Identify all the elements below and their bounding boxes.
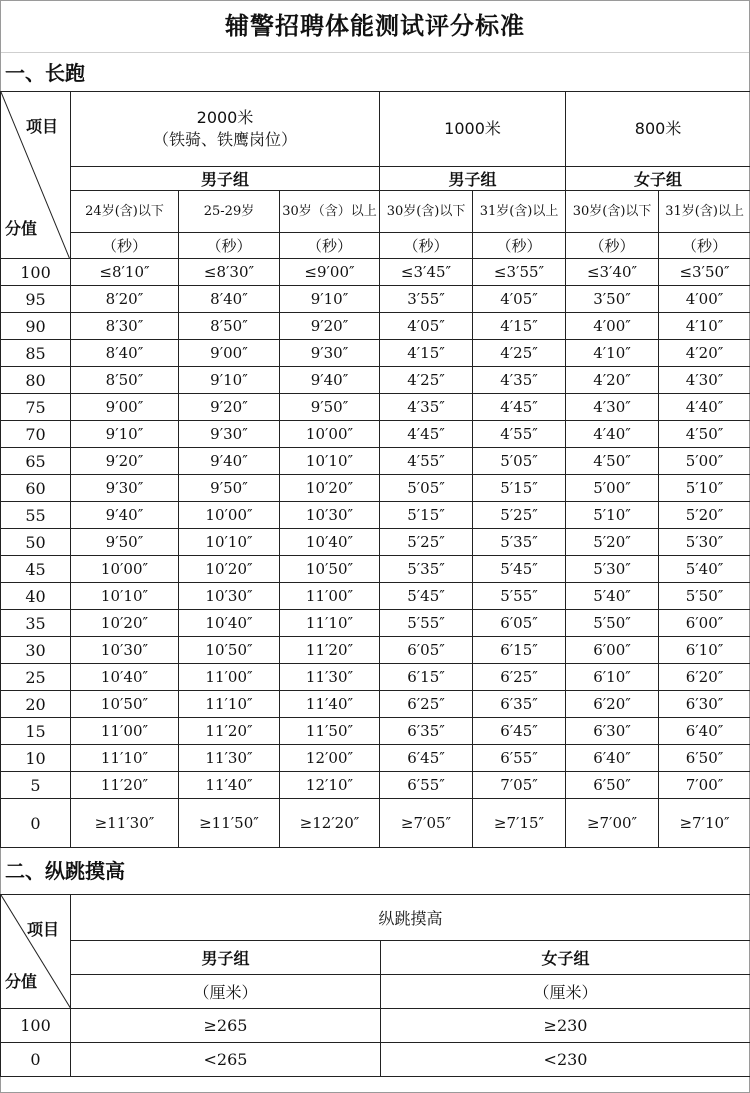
- time-cell: 11′20″: [179, 718, 280, 745]
- time-cell: 6′45″: [473, 718, 566, 745]
- score-cell: 35: [1, 610, 71, 637]
- time-cell: 6′15″: [380, 664, 473, 691]
- time-cell: 11′00″: [280, 583, 380, 610]
- time-cell: 3′55″: [380, 286, 473, 313]
- time-cell: 11′10″: [71, 745, 179, 772]
- score-cell: 10: [1, 745, 71, 772]
- time-cell: 10′40″: [71, 664, 179, 691]
- table-row: [1, 259, 750, 286]
- time-cell: 6′40″: [659, 718, 750, 745]
- score-cell: 50: [1, 529, 71, 556]
- page-title: 辅警招聘体能测试评分标准: [1, 1, 749, 53]
- height-cell: ≥230: [381, 1009, 750, 1043]
- time-cell: 5′05″: [473, 448, 566, 475]
- table-row: [1, 502, 750, 529]
- time-cell: 11′00″: [71, 718, 179, 745]
- time-cell: ≥11′30″: [71, 799, 179, 848]
- time-cell: 10′30″: [179, 583, 280, 610]
- time-cell: 6′50″: [566, 772, 659, 799]
- age-header: 30岁(含)以下: [566, 191, 659, 233]
- time-cell: 9′50″: [71, 529, 179, 556]
- height-cell: <265: [71, 1043, 381, 1077]
- time-cell: 8′40″: [71, 340, 179, 367]
- table-row: [1, 1009, 750, 1043]
- time-cell: ≥7′15″: [473, 799, 566, 848]
- time-cell: 10′50″: [280, 556, 380, 583]
- time-cell: 4′00″: [566, 313, 659, 340]
- corner-header: [1, 92, 71, 259]
- time-cell: 9′00″: [179, 340, 280, 367]
- group-female-jump: 女子组: [381, 941, 750, 975]
- time-cell: 4′10″: [659, 313, 750, 340]
- time-cell: 11′20″: [71, 772, 179, 799]
- table-row: [1, 664, 750, 691]
- time-cell: ≤3′55″: [473, 259, 566, 286]
- time-cell: 10′20″: [179, 556, 280, 583]
- time-cell: 5′35″: [380, 556, 473, 583]
- time-cell: 6′30″: [566, 718, 659, 745]
- time-cell: 5′05″: [380, 475, 473, 502]
- time-cell: 5′30″: [659, 529, 750, 556]
- time-cell: 10′30″: [71, 637, 179, 664]
- event-800m-header: 800米: [566, 92, 750, 167]
- time-cell: ≤3′40″: [566, 259, 659, 286]
- time-cell: 4′35″: [380, 394, 473, 421]
- time-cell: 11′40″: [179, 772, 280, 799]
- time-cell: 4′15″: [473, 313, 566, 340]
- running-score-table: [0, 91, 750, 848]
- jump-score-table: [0, 894, 750, 1077]
- time-cell: 4′30″: [566, 394, 659, 421]
- score-cell: 45: [1, 556, 71, 583]
- unit-header: （厘米）: [71, 975, 381, 1009]
- score-cell: 20: [1, 691, 71, 718]
- time-cell: 4′50″: [659, 421, 750, 448]
- time-cell: 6′35″: [380, 718, 473, 745]
- event-2000m-header: [71, 92, 380, 167]
- corner-header: [1, 895, 71, 1009]
- time-cell: 10′10″: [71, 583, 179, 610]
- time-cell: 6′50″: [659, 745, 750, 772]
- time-cell: 6′20″: [566, 691, 659, 718]
- event-1000m-header: 1000米: [380, 92, 566, 167]
- table-row: [1, 583, 750, 610]
- score-cell: 30: [1, 637, 71, 664]
- time-cell: 5′00″: [566, 475, 659, 502]
- time-cell: 8′30″: [71, 313, 179, 340]
- age-header: 30岁（含）以上: [280, 191, 380, 233]
- time-cell: 9′20″: [280, 313, 380, 340]
- event-2000m-note: （铁骑、铁鹰岗位）: [153, 130, 298, 149]
- time-cell: 10′10″: [179, 529, 280, 556]
- time-cell: ≤3′50″: [659, 259, 750, 286]
- group-male-jump: 男子组: [71, 941, 381, 975]
- time-cell: 6′05″: [473, 610, 566, 637]
- time-cell: 7′05″: [473, 772, 566, 799]
- time-cell: 9′40″: [71, 502, 179, 529]
- time-cell: 9′50″: [179, 475, 280, 502]
- time-cell: 11′10″: [179, 691, 280, 718]
- section-title-jump: 二、纵跳摸高: [5, 859, 125, 883]
- time-cell: 4′50″: [566, 448, 659, 475]
- age-header: 31岁(含)以上: [659, 191, 750, 233]
- time-cell: 5′20″: [566, 529, 659, 556]
- time-cell: 6′05″: [380, 637, 473, 664]
- time-cell: 4′20″: [566, 367, 659, 394]
- time-cell: 5′10″: [566, 502, 659, 529]
- time-cell: ≤3′45″: [380, 259, 473, 286]
- time-cell: 11′10″: [280, 610, 380, 637]
- section-title-running: 一、长跑: [5, 61, 85, 85]
- time-cell: 11′00″: [179, 664, 280, 691]
- table-row: [1, 394, 750, 421]
- time-cell: 5′45″: [473, 556, 566, 583]
- age-header: 24岁(含)以下: [71, 191, 179, 233]
- time-cell: 10′10″: [280, 448, 380, 475]
- time-cell: 9′40″: [280, 367, 380, 394]
- time-cell: 5′35″: [473, 529, 566, 556]
- score-cell: 70: [1, 421, 71, 448]
- time-cell: 4′40″: [566, 421, 659, 448]
- time-cell: 4′25″: [380, 367, 473, 394]
- time-cell: 4′55″: [473, 421, 566, 448]
- corner-item-label: 项目: [27, 920, 60, 939]
- time-cell: ≥7′10″: [659, 799, 750, 848]
- time-cell: ≥12′20″: [280, 799, 380, 848]
- time-cell: 5′20″: [659, 502, 750, 529]
- time-cell: 4′40″: [659, 394, 750, 421]
- time-cell: 6′10″: [566, 664, 659, 691]
- age-header: 30岁(含)以下: [380, 191, 473, 233]
- time-cell: 8′50″: [71, 367, 179, 394]
- score-cell: 55: [1, 502, 71, 529]
- event-vertical-jump-header: 纵跳摸高: [71, 895, 750, 941]
- table-row: [1, 421, 750, 448]
- score-cell: 5: [1, 772, 71, 799]
- time-cell: 8′20″: [71, 286, 179, 313]
- table-row: [1, 691, 750, 718]
- time-cell: 4′30″: [659, 367, 750, 394]
- unit-header: （秒）: [71, 233, 179, 259]
- time-cell: 6′00″: [566, 637, 659, 664]
- time-cell: 10′50″: [71, 691, 179, 718]
- time-cell: 4′55″: [380, 448, 473, 475]
- time-cell: 5′40″: [659, 556, 750, 583]
- time-cell: 10′20″: [280, 475, 380, 502]
- time-cell: 6′55″: [473, 745, 566, 772]
- score-cell: 90: [1, 313, 71, 340]
- time-cell: 5′00″: [659, 448, 750, 475]
- unit-header: （秒）: [566, 233, 659, 259]
- time-cell: 4′45″: [380, 421, 473, 448]
- time-cell: 10′20″: [71, 610, 179, 637]
- unit-header: （秒）: [659, 233, 750, 259]
- time-cell: 6′15″: [473, 637, 566, 664]
- time-cell: 4′10″: [566, 340, 659, 367]
- corner-score-label: 分值: [5, 972, 38, 991]
- score-cell: 0: [1, 1043, 71, 1077]
- time-cell: 5′55″: [473, 583, 566, 610]
- table-row: [1, 718, 750, 745]
- score-cell: 65: [1, 448, 71, 475]
- time-cell: 12′10″: [280, 772, 380, 799]
- table-row: [1, 1043, 750, 1077]
- score-cell: 100: [1, 259, 71, 286]
- table-row: [1, 637, 750, 664]
- time-cell: 6′20″: [659, 664, 750, 691]
- time-cell: 6′40″: [566, 745, 659, 772]
- table-row: [1, 610, 750, 637]
- time-cell: 5′50″: [659, 583, 750, 610]
- table-row: [1, 367, 750, 394]
- time-cell: 6′45″: [380, 745, 473, 772]
- unit-header: （秒）: [280, 233, 380, 259]
- time-cell: ≤8′30″: [179, 259, 280, 286]
- time-cell: 4′05″: [473, 286, 566, 313]
- time-cell: 9′10″: [280, 286, 380, 313]
- corner-score-label: 分值: [5, 219, 38, 238]
- time-cell: 4′20″: [659, 340, 750, 367]
- time-cell: 9′10″: [179, 367, 280, 394]
- unit-header: （秒）: [380, 233, 473, 259]
- time-cell: 9′20″: [179, 394, 280, 421]
- time-cell: 9′00″: [71, 394, 179, 421]
- time-cell: 5′25″: [473, 502, 566, 529]
- unit-header: （秒）: [179, 233, 280, 259]
- time-cell: 8′40″: [179, 286, 280, 313]
- time-cell: 6′00″: [659, 610, 750, 637]
- corner-item-label: 项目: [26, 117, 59, 136]
- time-cell: 6′25″: [473, 664, 566, 691]
- unit-header: （秒）: [473, 233, 566, 259]
- score-cell: 75: [1, 394, 71, 421]
- time-cell: 11′30″: [280, 664, 380, 691]
- table-row: [1, 448, 750, 475]
- score-cell: 95: [1, 286, 71, 313]
- time-cell: 3′50″: [566, 286, 659, 313]
- time-cell: 9′50″: [280, 394, 380, 421]
- table-row: [1, 556, 750, 583]
- time-cell: ≥7′00″: [566, 799, 659, 848]
- jump-table-body: [1, 1009, 750, 1077]
- score-cell: 100: [1, 1009, 71, 1043]
- time-cell: 6′30″: [659, 691, 750, 718]
- time-cell: 8′50″: [179, 313, 280, 340]
- group-female-800m: 女子组: [566, 167, 750, 191]
- time-cell: 6′25″: [380, 691, 473, 718]
- height-cell: <230: [381, 1043, 750, 1077]
- time-cell: 9′30″: [71, 475, 179, 502]
- table-row: [1, 529, 750, 556]
- event-2000m-label: 2000米: [196, 108, 254, 127]
- time-cell: 10′00″: [179, 502, 280, 529]
- time-cell: 12′00″: [280, 745, 380, 772]
- table-row: [1, 286, 750, 313]
- time-cell: 10′00″: [280, 421, 380, 448]
- table-row: [1, 340, 750, 367]
- age-header: 25-29岁: [179, 191, 280, 233]
- time-cell: 4′45″: [473, 394, 566, 421]
- score-cell: 60: [1, 475, 71, 502]
- time-cell: 5′15″: [473, 475, 566, 502]
- score-cell: 0: [1, 799, 71, 848]
- table-row: [1, 475, 750, 502]
- score-cell: 15: [1, 718, 71, 745]
- time-cell: 10′40″: [280, 529, 380, 556]
- time-cell: 5′10″: [659, 475, 750, 502]
- time-cell: ≥11′50″: [179, 799, 280, 848]
- height-cell: ≥265: [71, 1009, 381, 1043]
- time-cell: 9′30″: [179, 421, 280, 448]
- time-cell: 5′40″: [566, 583, 659, 610]
- group-male-2000m: 男子组: [71, 167, 380, 191]
- time-cell: 11′40″: [280, 691, 380, 718]
- time-cell: 11′50″: [280, 718, 380, 745]
- time-cell: 4′15″: [380, 340, 473, 367]
- unit-header: （厘米）: [381, 975, 750, 1009]
- time-cell: 5′55″: [380, 610, 473, 637]
- table-row: [1, 799, 750, 848]
- time-cell: 10′00″: [71, 556, 179, 583]
- time-cell: 5′30″: [566, 556, 659, 583]
- time-cell: ≤8′10″: [71, 259, 179, 286]
- running-table-body: [1, 259, 750, 848]
- time-cell: 10′30″: [280, 502, 380, 529]
- time-cell: 9′10″: [71, 421, 179, 448]
- time-cell: 11′20″: [280, 637, 380, 664]
- time-cell: 5′45″: [380, 583, 473, 610]
- time-cell: 5′50″: [566, 610, 659, 637]
- time-cell: 4′25″: [473, 340, 566, 367]
- time-cell: 4′05″: [380, 313, 473, 340]
- time-cell: 6′10″: [659, 637, 750, 664]
- time-cell: ≥7′05″: [380, 799, 473, 848]
- time-cell: 6′55″: [380, 772, 473, 799]
- table-row: [1, 745, 750, 772]
- time-cell: 9′40″: [179, 448, 280, 475]
- time-cell: 4′00″: [659, 286, 750, 313]
- age-header: 31岁(含)以上: [473, 191, 566, 233]
- score-cell: 25: [1, 664, 71, 691]
- time-cell: 10′50″: [179, 637, 280, 664]
- time-cell: 11′30″: [179, 745, 280, 772]
- group-male-1000m: 男子组: [380, 167, 566, 191]
- score-cell: 40: [1, 583, 71, 610]
- time-cell: 10′40″: [179, 610, 280, 637]
- time-cell: 4′35″: [473, 367, 566, 394]
- time-cell: 6′35″: [473, 691, 566, 718]
- score-cell: 85: [1, 340, 71, 367]
- time-cell: 5′15″: [380, 502, 473, 529]
- table-row: [1, 772, 750, 799]
- time-cell: 9′30″: [280, 340, 380, 367]
- time-cell: 7′00″: [659, 772, 750, 799]
- score-cell: 80: [1, 367, 71, 394]
- time-cell: 5′25″: [380, 529, 473, 556]
- table-row: [1, 313, 750, 340]
- time-cell: ≤9′00″: [280, 259, 380, 286]
- time-cell: 9′20″: [71, 448, 179, 475]
